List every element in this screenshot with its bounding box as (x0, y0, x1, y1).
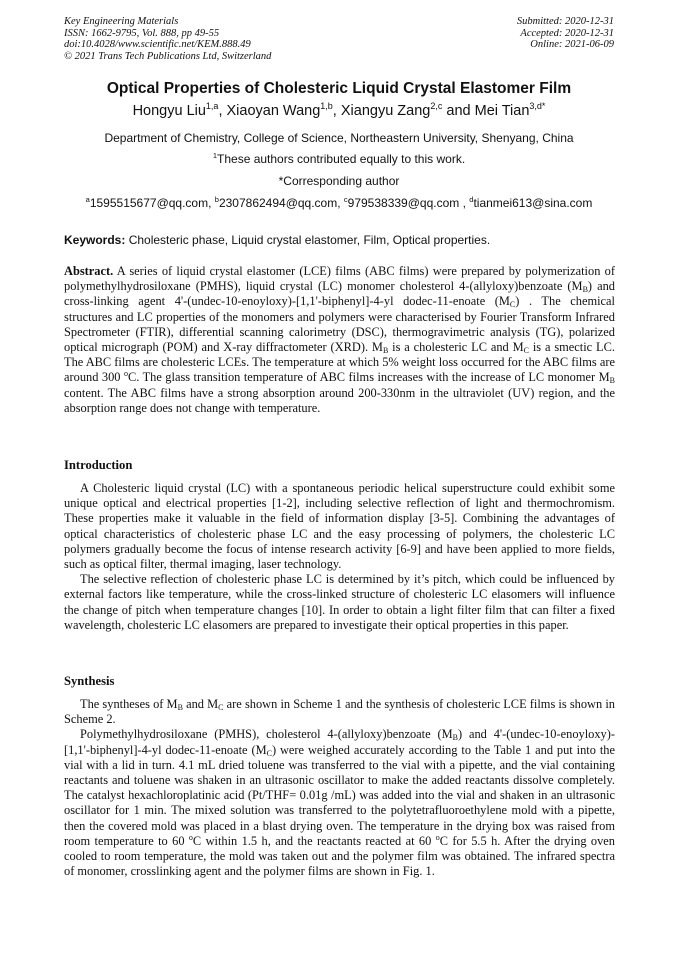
submitted-date: Submitted: 2020-12-31 (516, 16, 614, 27)
paragraph: The selective reflection of cholesteric phase LC is determined by it’s pitch, which could be influenced by external factors like temperature, while the cross-linked structure of cholesteric LC elasomers will influence the change of pitch when temperature changes [10]. In order to obtain a light filter film that can filter a fixed wavelength, cholesteric LC elasomers are prepared to investigate their optical properties in this paper. (64, 572, 615, 632)
author-affiliation-mark: 1,b (320, 101, 333, 111)
journal-name: Key Engineering Materials (64, 16, 179, 27)
author-name: Mei Tian (474, 103, 530, 119)
author-separator: , (332, 103, 341, 119)
subscript: B (452, 733, 458, 743)
author-separator: , (218, 103, 227, 119)
text-run: C within 1.5 h, and the reactants reacted at 60 (192, 833, 436, 848)
keywords (64, 233, 490, 247)
journal-header (64, 16, 271, 62)
text-run: are shown in Scheme 1 and the synthesis of cholesteric LCE films is shown in Scheme 2. (64, 697, 615, 727)
email-link[interactable]: 2307862494@qq.com, (218, 196, 344, 210)
synthesis-heading: Synthesis (64, 674, 115, 688)
text-run: C for 5.5 h. After the drying oven cooled to room temperature, the mold was taken out and the polymer film was obtained. The infrared spectra of monomer, crosslinking agent and the polymer films are shown in Fig. 1. (64, 833, 615, 879)
subscript: B (177, 703, 183, 712)
abstract (64, 264, 615, 416)
copyright-line: © 2021 Trans Tech Publications Ltd, Switzerland (64, 50, 272, 62)
author-separator: and (442, 103, 475, 119)
abstract-text: A series of liquid crystal elastomer (LCE) films (ABC films) were prepared by polymerization of polymethylhydrosiloxane (PMHS), liquid crystal (LC) monomer cholesterol 4-(allyloxy)benzoate (M (64, 264, 615, 294)
corresponding-author: *Corresponding author (278, 174, 400, 188)
paragraph (64, 727, 615, 879)
subscript: C (509, 300, 516, 310)
online-date: Online: 2021-06-09 (530, 39, 614, 51)
text-run: and M (182, 697, 219, 711)
abstract-text: ) and cross-linking agent 4'-(undec-10-enoyloxy)-[1,1'-biphenyl]-4-yl dodec-11-enoate (M (64, 279, 615, 309)
issn-line: ISSN: 1662-9795, Vol. 888, pp 49-55 (64, 27, 220, 39)
author-name: Xiaoyan Wang (226, 103, 321, 119)
author-list (0, 103, 678, 119)
email-mark: c (343, 195, 348, 204)
abstract-text: C. The glass transition temperature of ABC films increases with the increase of LC monomer M (127, 370, 610, 385)
email-mark: a (85, 195, 90, 204)
paper-title: Optical Properties of Cholesteric Liquid Crystal Elastomer Film (106, 80, 572, 97)
paragraph (64, 697, 615, 727)
subscript: B (609, 376, 615, 386)
superscript: o (435, 832, 440, 842)
abstract-text: ) . The chemical structures and LC properties of the monomers and polymers were characterised by Fourier Transform Infrared Spectrometer (FTIR), differential scanning calorimetry (DSC), thermogravimetric analysis (TG), polarized optical micrograph (POM) and X-ray diffractometer (XRD). M (64, 294, 615, 355)
introduction-body (64, 481, 615, 633)
text-run: ) were weighed accurately according to the Table 1 and put into the vial with a lid in turn. 4.1 mL dried toluene was transferred to the vial with a pipette, and the vial containing reactants and toluene was shaken in an ultrasonic oscillator to make the added reactants dissolve completely. The catalyst hexachloroplatinic acid (Pt/THF= 0.01g /mL) was added into the vial and shaken in an ultrasonic oscillator for 1 min. The mixed solution was transferred to the polytetrafluoroethylene mold with a pipette, then the covered mold was placed in a blast drying oven. The temperature in the drying box was raised from room temperature to 60 (64, 742, 615, 848)
subscript: C (218, 703, 224, 712)
abstract-text: is a cholesteric LC and M (388, 340, 524, 355)
subscript: C (523, 346, 529, 356)
email-list (0, 196, 678, 210)
subscript: C (266, 748, 272, 758)
doi-link[interactable]: doi:10.4028/www.scientific.net/KEM.888.49 (64, 39, 251, 51)
equal-contribution-text: These authors contributed equally to this work. (217, 152, 466, 166)
synthesis-body (64, 697, 615, 879)
keywords-text: Cholesteric phase, Liquid crystal elastomer, Film, Optical properties. (125, 233, 491, 247)
author-affiliation-mark: 3,d* (529, 101, 546, 111)
affiliation: Department of Chemistry, College of Science, Northeastern University, Shenyang, China (104, 131, 574, 145)
abstract-text: content. The ABC films have a strong absorption around 200-330nm in the ultraviolet (UV) region, and the absorption range does not change with temperature. (64, 385, 615, 415)
footnote-mark: 1 (212, 151, 218, 160)
keywords-label: Keywords: (64, 233, 126, 247)
email-mark: d (469, 195, 474, 204)
dates-header (517, 16, 614, 51)
email-link[interactable]: tianmei613@sina.com (473, 196, 593, 210)
text-run: Polymethylhydrosiloxane (PMHS), cholesterol 4-(allyloxy)benzoate (M (80, 727, 453, 742)
subscript: B (382, 346, 389, 356)
superscript: o (123, 369, 128, 379)
email-link[interactable]: 979538339@qq.com , (347, 196, 470, 210)
email-link[interactable]: 1595515677@qq.com, (89, 196, 215, 210)
accepted-date: Accepted: 2020-12-31 (520, 27, 614, 39)
subscript: B (582, 285, 588, 295)
author-affiliation-mark: 1,a (205, 101, 219, 111)
abstract-label: Abstract. (64, 264, 114, 278)
superscript: o (188, 832, 193, 842)
text-run: The syntheses of M (80, 697, 178, 711)
email-mark: b (214, 195, 219, 204)
equal-contribution-note (0, 152, 678, 166)
text-run: ) and 4'-(undec-10-enoyloxy)-[1,1'-biphenyl]-4-yl dodec-11-enoate (M (64, 727, 615, 757)
author-name: Xiangyu Zang (340, 103, 431, 119)
paragraph: A Cholesteric liquid crystal (LC) with a spontaneous periodic helical superstructure could exhibit some unique optical and electrical properties [1-2], including selective reflection of light and thermochromism. These properties make it valuable in the field of information display [3-5]. Combining the advantages of optical characteristics of cholesteric phase LC and the easy processing of polymers, the cholesteric LC polymers gradually become the focus of intense research activity [6-9] and have been applied to more fields, such as optical filter, thermal imaging, laser technology. (64, 481, 615, 572)
author-name: Hongyu Liu (132, 103, 206, 119)
abstract-text: is a smectic LC. The ABC films are cholesteric LCEs. The temperature at which 5% weight loss occurred for the ABC films are around 300 (64, 340, 615, 385)
author-affiliation-mark: 2,c (430, 101, 443, 111)
introduction-heading: Introduction (64, 458, 133, 472)
